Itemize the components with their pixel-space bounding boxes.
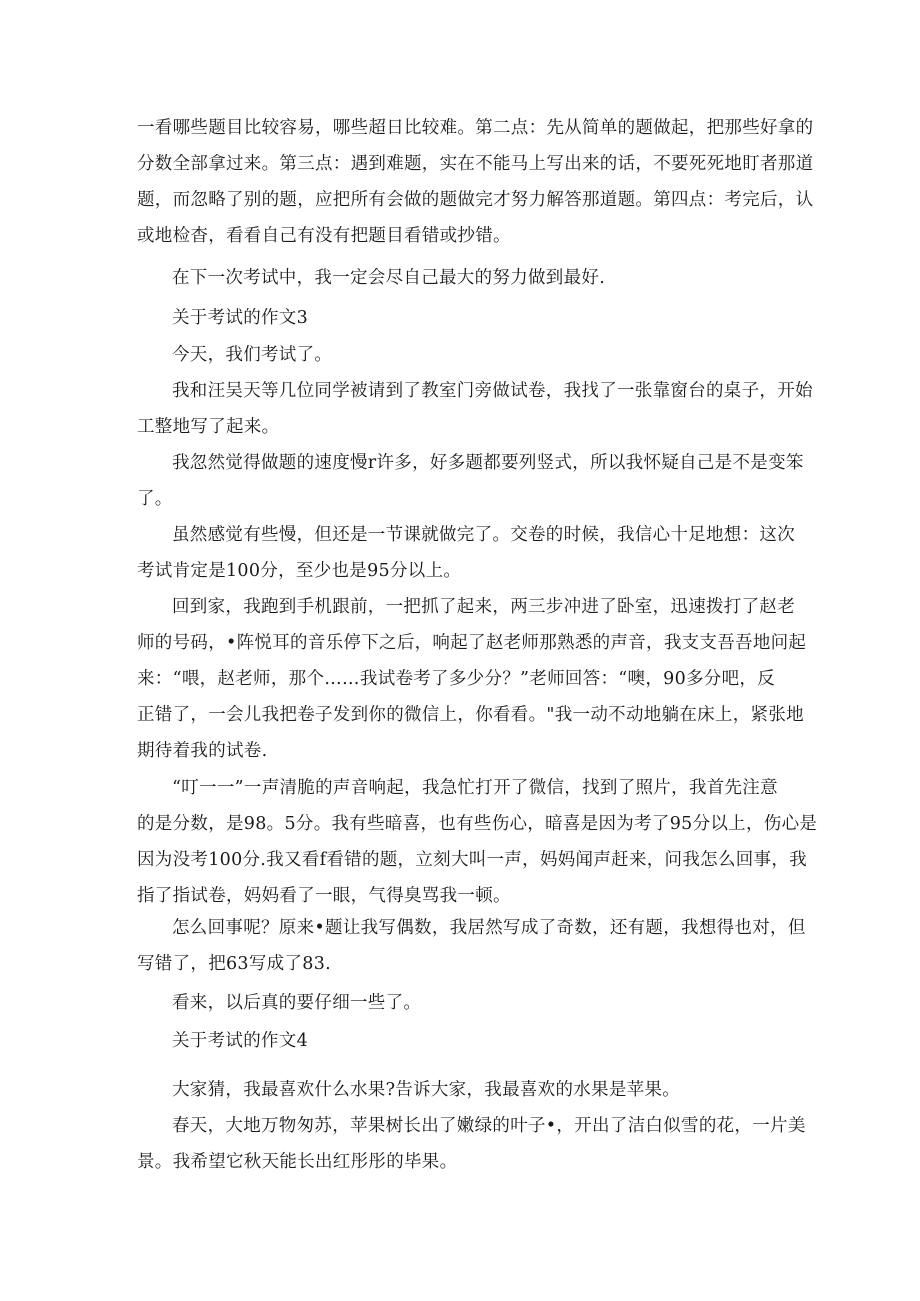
paragraph-exam-tips (137, 110, 814, 254)
paragraph-favorite-fruit: 大家猜，我最喜欢什么水果?告诉大家，我最喜欢的水果是苹果。 (172, 1080, 681, 1100)
text-line: 了。 (137, 489, 173, 509)
text-line: 期待着我的试卷. (137, 741, 268, 761)
essay-heading-4: 关于考试的作文4 (172, 1031, 309, 1051)
text-line: 一看哪些题目比较容易，哪些超日比较难。第二点：先从简单的题做起，把那些好拿的 (137, 118, 814, 138)
text-line: 写错了，把63写成了83. (137, 954, 331, 974)
essay-heading-3: 关于考试的作文3 (172, 308, 309, 328)
text-line: 景。我希望它秋天能长出红彤彤的毕果。 (137, 1152, 458, 1172)
text-line: 因为没考100分.我又看f看错的题，立刻大叫一声，妈妈闻声赶来，问我怎么回事，我 (137, 850, 807, 870)
text-line: 或地检杳，看看自己有没有把题目看错或抄错。 (137, 226, 511, 246)
text-line: 我忽然觉得做题的速度慢r许多，好多题都要列竖式，所以我怀疑自己是不是变笨 (172, 453, 804, 473)
paragraph-today-exam: 今天，我们考试了。 (172, 345, 333, 365)
text-line: 怎么回事呢？原来•题让我写偶数，我居然写成了奇数，还有题，我想得也对，但 (172, 918, 806, 938)
paragraph-spring (137, 1108, 806, 1180)
text-line: 的是分数，是98。5分。我有些暗喜，也有些伤心，暗喜是因为考了95分以上，伤心是 (137, 814, 818, 834)
paragraph-conclusion: 看来，以后真的要仔细一些了。 (172, 993, 422, 1013)
paragraph-finished (137, 517, 795, 589)
paragraph-phone-call (137, 589, 807, 769)
paragraph-wechat-score (137, 770, 818, 914)
text-line: 回到家，我跑到手机跟前，一把抓了起来，两三步冲进了卧室，迅速拨打了赵老 (172, 597, 795, 617)
text-line: 正错了，一会儿我把卷子发到你的微信上，你看看。"我一动不动地躺在床上，紧张地 (137, 705, 804, 725)
text-line: 工整地写了起来。 (137, 417, 280, 437)
text-line: 指了指试卷，妈妈看了一眼，气得臭骂我一顿。 (137, 886, 511, 906)
paragraph-slow (137, 445, 804, 517)
paragraph-classroom (137, 373, 813, 445)
text-line: 考试肯定是100分，至少也是95分以上。 (137, 561, 462, 581)
text-line: 春天，大地万物匆苏，苹果树长出了嫩绿的叶子•，开出了洁白似雪的花，一片美 (172, 1116, 806, 1136)
text-line: 虽然感觉有些慢，但还是一节课就做完了。交卷的时候，我信心十足地想：这次 (172, 525, 795, 545)
text-line: 来：“喂，赵老师，那个……我试卷考了多少分？”老师回答：“噢，90多分吧，反 (137, 669, 776, 689)
text-line: “叮一一”一声清脆的声音响起，我急忙打开了微信，找到了照片，我首先注意 (172, 778, 778, 798)
text-line: 我和汪吴天等几位同学被请到了教室门旁做试卷，我找了一张靠窗台的桌子，开始 (172, 381, 813, 401)
text-line: 师的号码，•阵悦耳的音乐停下之后，响起了赵老师那熟悉的声音，我支支吾吾地问起 (137, 633, 807, 653)
paragraph-what-happened (137, 910, 806, 982)
text-line: 分数全部拿过来。第三点：遇到难题，实在不能马上写出来的话，不要死死地盯者那道 (137, 154, 814, 174)
text-line: 题，而忽略了别的题，应把所有会做的题做完才努力解答那道题。第四点：考完后，认 (137, 190, 814, 210)
paragraph-next-exam: 在下一次考试中，我一定会尽自己最大的努力做到最好. (172, 268, 606, 288)
